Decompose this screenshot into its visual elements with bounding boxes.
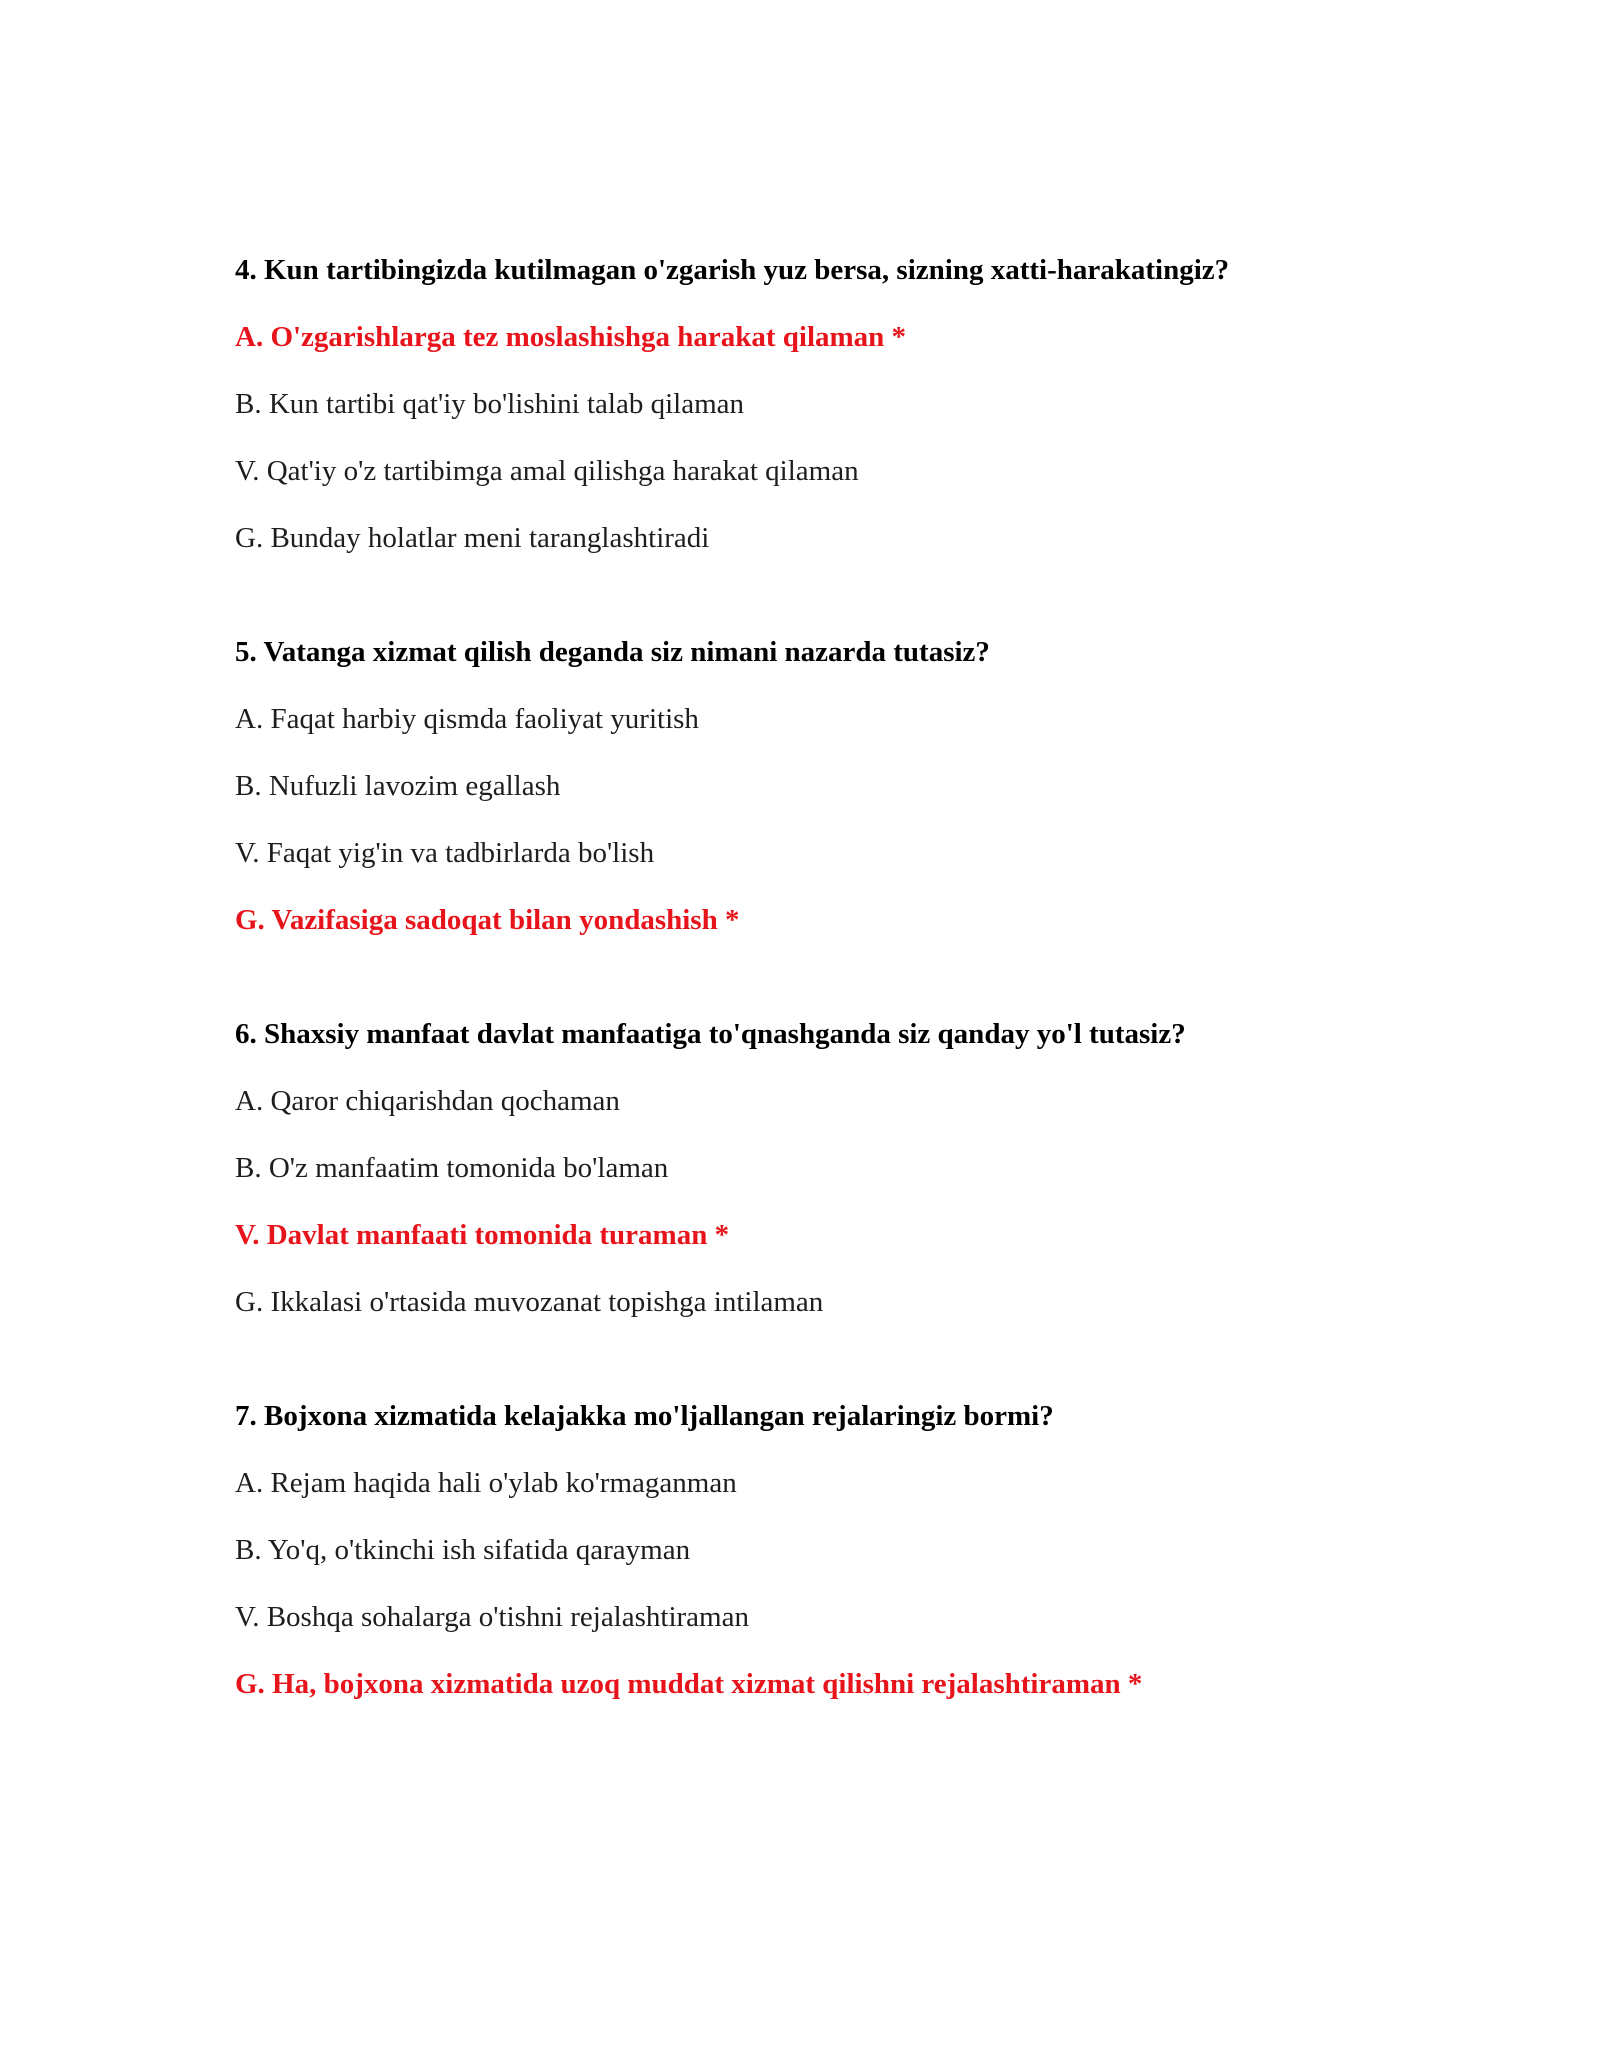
option-v-correct: V. Davlat manfaati tomonida turaman * [235, 1219, 730, 1251]
question-block-7 [235, 1396, 1475, 1704]
option-b: B. Yo'q, o'tkinchi ish sifatida qarayman [235, 1534, 691, 1566]
option-b: B. Kun tartibi qat'iy bo'lishini talab qilaman [235, 388, 745, 420]
option-a-correct: A. O'zgarishlarga tez moslashishga harakat qilaman * [235, 321, 907, 353]
option-a: A. Rejam haqida hali o'ylab ko'rmaganman [235, 1467, 737, 1499]
document-page [235, 250, 1475, 1704]
option-b: B. O'z manfaatim tomonida bo'laman [235, 1152, 669, 1184]
question-title: 7. Bojxona xizmatida kelajakka mo'ljallangan rejalaringiz bormi? [235, 1400, 1054, 1432]
option-v: V. Boshqa sohalarga o'tishni rejalashtiraman [235, 1601, 749, 1633]
option-a: A. Qaror chiqarishdan qochaman [235, 1085, 620, 1117]
option-v: V. Faqat yig'in va tadbirlarda bo'lish [235, 837, 655, 869]
option-b: B. Nufuzli lavozim egallash [235, 770, 561, 802]
question-block-6 [235, 1014, 1475, 1322]
question-title: 4. Kun tartibingizda kutilmagan o'zgarish yuz bersa, sizning xatti-harakatingiz? [235, 254, 1230, 286]
option-g: G. Ikkalasi o'rtasida muvozanat topishga intilaman [235, 1286, 824, 1318]
question-block-4 [235, 250, 1475, 558]
option-g: G. Bunday holatlar meni taranglashtiradi [235, 522, 710, 554]
option-g-correct: G. Ha, bojxona xizmatida uzoq muddat xizmat qilishni rejalashtiraman * [235, 1668, 1143, 1700]
option-g-correct: G. Vazifasiga sadoqat bilan yondashish * [235, 904, 740, 936]
question-block-5 [235, 632, 1475, 940]
question-title: 5. Vatanga xizmat qilish deganda siz nimani nazarda tutasiz? [235, 636, 990, 668]
option-v: V. Qat'iy o'z tartibimga amal qilishga harakat qilaman [235, 455, 859, 487]
question-title: 6. Shaxsiy manfaat davlat manfaatiga to'qnashganda siz qanday yo'l tutasiz? [235, 1018, 1186, 1050]
option-a: A. Faqat harbiy qismda faoliyat yuritish [235, 703, 699, 735]
